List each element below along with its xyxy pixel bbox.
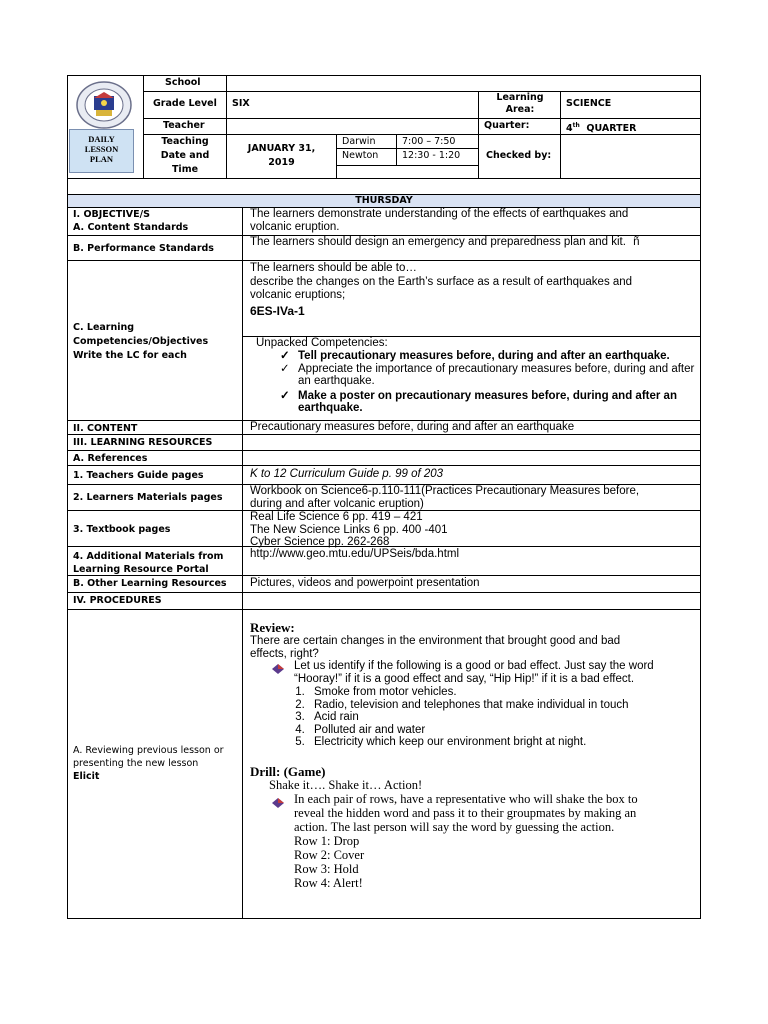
unpacked-item: [254, 390, 698, 415]
text-line: during and after volcanic eruption): [250, 497, 424, 510]
performance-standards-text: [250, 236, 640, 249]
date-line: JANUARY 31,: [247, 143, 316, 154]
text-line: describe the changes on the Earth’s surface as a result of earthquakes and: [250, 276, 633, 288]
checked-label: Checked by:: [486, 150, 552, 161]
divider: [336, 134, 337, 179]
text-line: The New Science Links 6 pp. 400 -401: [250, 523, 448, 536]
check-icon: ✓: [280, 362, 290, 375]
text-line: Let us identify if the following is a good or bad effect. Just say the word: [294, 660, 654, 672]
section-time: 12:30 - 1:20: [402, 150, 461, 161]
text-line: action. The last person will say the word by guessing the action.: [294, 820, 615, 834]
divider: [67, 434, 701, 435]
badge-line: DAILY: [88, 134, 115, 144]
day-header: THURSDAY: [67, 194, 701, 208]
quarter-label: Quarter:: [484, 120, 530, 131]
teacher-label: Teacher: [163, 120, 205, 131]
perf-text: The learners should design an emergency and preparedness plan and kit.: [250, 236, 626, 248]
unpacked-title: Unpacked Competencies:: [256, 337, 388, 349]
divider: [67, 465, 701, 466]
divider: [242, 207, 243, 919]
review-instruction: [294, 660, 654, 685]
text-line: There are certain changes in the environment that brought good and bad: [250, 635, 621, 647]
date-line: 2019: [268, 157, 295, 168]
divider: [67, 260, 701, 261]
dlp-badge: [69, 129, 134, 173]
section-time: 7:00 – 7:50: [402, 136, 456, 147]
text-line: volcanic eruption.: [250, 220, 340, 233]
quarter-sup: th: [572, 122, 580, 129]
teachers-guide-label: 1. Teachers Guide pages: [73, 470, 204, 481]
diamond-bullet-icon: [272, 795, 284, 805]
divider: [67, 592, 701, 593]
perf-mark: ñ: [633, 236, 640, 248]
date-label-line: Time: [171, 164, 199, 175]
review-item: 3. Acid rain: [308, 711, 678, 724]
divider: [143, 91, 701, 92]
text-line: Workbook on Science6-p.110-111(Practices Precautionary Measures before,: [250, 485, 640, 497]
learners-materials-label: 2. Learners Materials pages: [73, 492, 223, 503]
date-label-line: Teaching: [161, 136, 209, 147]
school-label: School: [165, 77, 201, 88]
review-item: 4. Polluted air and water: [308, 724, 678, 737]
unpacked-text: Appreciate the importance of precautionary measures before, during and after an earthquake.: [298, 362, 695, 387]
other-resources-value: Pictures, videos and powerpoint presentation: [250, 577, 480, 589]
text-line: In each pair of rows, have a representative who will shake the box to: [294, 792, 638, 806]
competencies-label-line: Competencies/Objectives: [73, 336, 209, 347]
content-value: Precautionary measures before, during and after an earthquake: [250, 421, 575, 433]
performance-standards-label: B. Performance Standards: [73, 243, 214, 254]
drill-rows: [294, 834, 364, 890]
unpacked-item: [254, 350, 698, 363]
area-label-line: Learning: [496, 92, 544, 103]
other-resources-label: B. Other Learning Resources: [73, 578, 227, 589]
diamond-bullet-icon: [272, 661, 284, 671]
review-item: 1. Smoke from motor vehicles.: [308, 686, 678, 699]
blank-row: [67, 178, 701, 195]
additional-materials-link[interactable]: http://www.geo.mtu.edu/UPSeis/bda.html: [250, 548, 460, 560]
text-line: reveal the hidden word and pass it to their groupmates by making an: [294, 806, 637, 820]
learners-materials-value: [250, 485, 639, 510]
text-line: Real Life Science 6 pp. 419 – 421: [250, 511, 423, 523]
unpacked-text: Tell precautionary measures before, during and after an earthquake.: [298, 350, 670, 362]
badge-line: PLAN: [89, 154, 114, 164]
section-name: Newton: [342, 150, 379, 161]
review-item: 5. Electricity which keep our environment bright at night.: [308, 736, 678, 749]
lc-intro: The learners should be able to…: [250, 262, 417, 274]
drill-row: Row 1: Drop: [294, 834, 360, 848]
drill-chant: Shake it…. Shake it… Action!: [269, 778, 423, 792]
teachers-guide-value: K to 12 Curriculum Guide p. 99 of 203: [250, 468, 444, 480]
content-label: II. CONTENT: [73, 423, 138, 434]
review-section-line: presenting the new lesson: [73, 758, 199, 769]
resources-label: III. LEARNING RESOURCES: [73, 437, 213, 448]
lc-text: [250, 276, 632, 302]
procedures-label: IV. PROCEDURES: [73, 595, 162, 606]
review-items: [238, 686, 678, 749]
quarter-text: QUARTER: [586, 123, 637, 135]
text-line: Cyber Science pp. 262-268: [250, 536, 390, 548]
area-value: SCIENCE: [566, 98, 612, 109]
review-section-label: [73, 744, 224, 783]
date-value: [227, 143, 336, 169]
unpacked-list: [254, 350, 698, 415]
area-label: [479, 92, 561, 116]
text-line: “Hooray!” if it is a good effect and say, “Hip Hip!” if it is a bad effect.: [294, 672, 635, 685]
check-icon: ✓: [280, 389, 290, 402]
competencies-label: [73, 321, 208, 363]
competencies-label-line: Write the LC for each: [73, 350, 187, 361]
drill-title: Drill: (Game): [250, 764, 326, 779]
divider: [336, 148, 478, 149]
area-label-line: Area:: [505, 104, 535, 115]
drill-row: Row 4: Alert!: [294, 876, 363, 890]
content-standards-text: [250, 208, 628, 233]
drill-row: Row 3: Hold: [294, 862, 359, 876]
textbook-label: 3. Textbook pages: [73, 524, 171, 535]
divider: [336, 165, 478, 166]
divider: [67, 450, 701, 451]
date-label-line: Date and: [160, 150, 210, 161]
badge-line: LESSON: [84, 144, 119, 154]
additional-materials-label: [73, 550, 223, 576]
additional-materials-line: Learning Resource Portal: [73, 564, 209, 575]
review-title: Review:: [250, 620, 295, 635]
divider: [143, 118, 701, 119]
date-label: [144, 136, 226, 176]
drill-instruction: [294, 792, 638, 834]
competencies-label-line: C. Learning: [73, 322, 135, 333]
review-section-line: Elicit: [73, 771, 100, 782]
quarter-value: [566, 120, 636, 135]
text-line: volcanic eruptions;: [250, 289, 346, 301]
unpacked-text: Make a poster on precautionary measures before, during and after an earthquake.: [298, 389, 677, 414]
objectives-heading: I. OBJECTIVE/S: [73, 209, 150, 220]
lc-code: 6ES-IVa-1: [250, 304, 305, 318]
references-label: A. References: [73, 453, 148, 464]
text-line: The learners demonstrate understanding of the effects of earthquakes and: [250, 208, 629, 220]
grade-value: SIX: [232, 98, 250, 109]
deped-seal-icon: [72, 80, 136, 130]
review-intro: [250, 635, 620, 660]
quarter-num: 4: [566, 123, 573, 135]
content-standards-label: A. Content Standards: [73, 222, 189, 233]
text-line: effects, right?: [250, 647, 319, 660]
review-item: 2. Radio, television and telephones that make individual in touch: [308, 699, 678, 712]
check-icon: ✓: [280, 350, 290, 362]
divider: [396, 134, 397, 165]
textbook-value: [250, 511, 448, 549]
section-name: Darwin: [342, 136, 376, 147]
drill-row: Row 2: Cover: [294, 848, 365, 862]
grade-label: Grade Level: [153, 98, 217, 109]
divider: [67, 609, 701, 610]
additional-materials-line: 4. Additional Materials from: [73, 551, 224, 562]
review-section-line: A. Reviewing previous lesson or: [73, 745, 224, 756]
unpacked-item: [254, 363, 698, 388]
